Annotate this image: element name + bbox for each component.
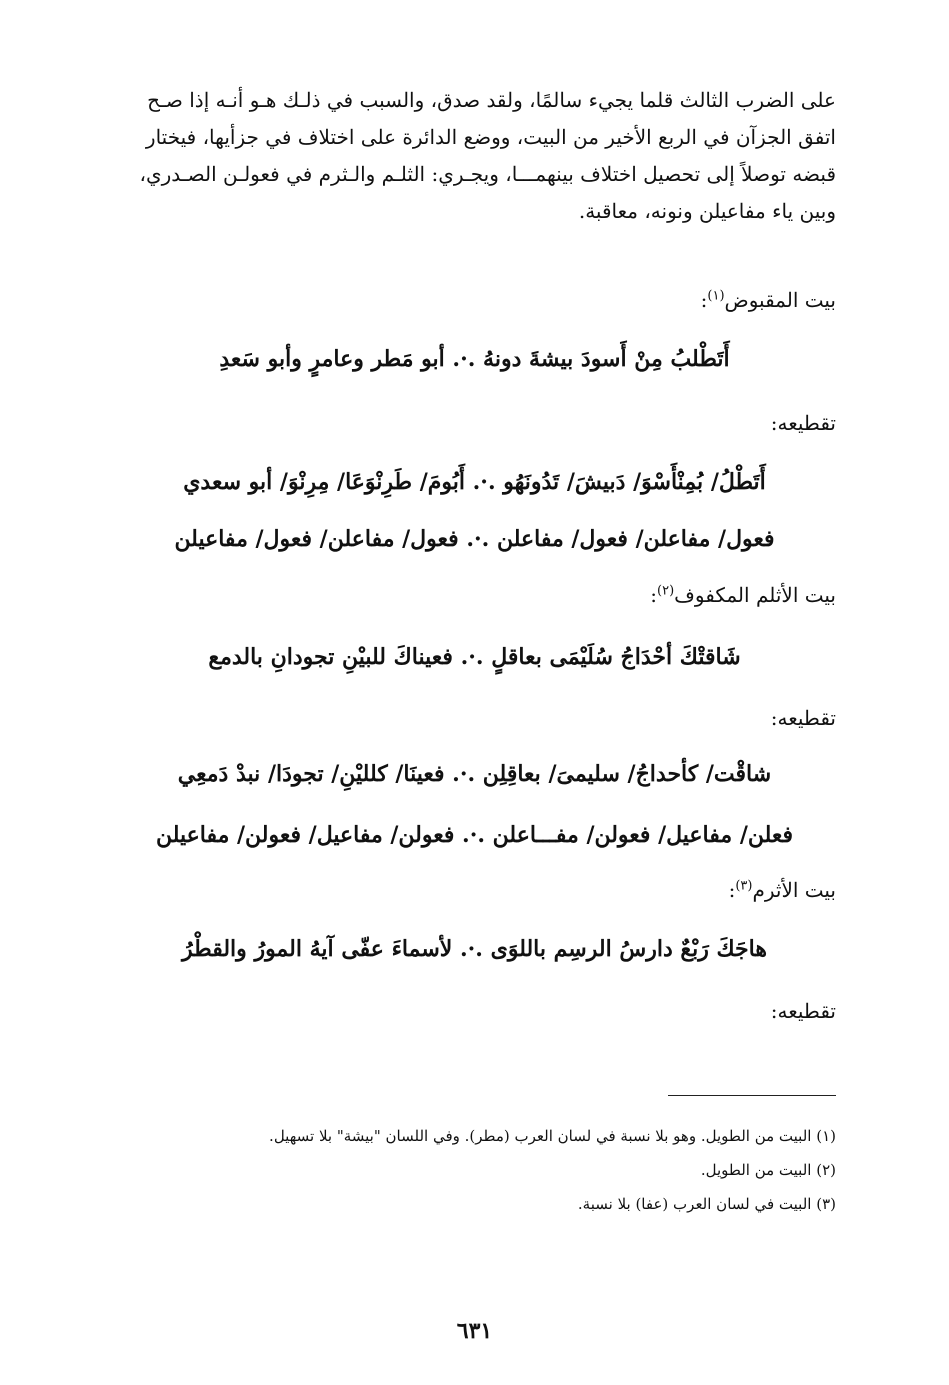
footnote-divider xyxy=(668,1095,836,1096)
page-number: ٦٣١ xyxy=(456,1318,493,1344)
heading-text: بيت الأثلم المكفوف xyxy=(674,583,836,607)
footnote-3: (٣) البيت في لسان العرب (عفا) بلا نسبة. xyxy=(577,1195,836,1213)
heading-text: بيت المقبوض xyxy=(724,288,836,312)
body-paragraph xyxy=(101,82,836,230)
footnote-2: (٢) البيت من الطويل. xyxy=(700,1161,836,1179)
section-heading-maqbud: بيت المقبوض$^{(١)}$: xyxy=(700,288,836,312)
paragraph-line: على الضرب الثالث قلما يجيء سالمًا، ولقد صدق، والسبب في ذلـك هـو أنـه إذا صـح xyxy=(147,88,836,112)
heading-text: بيت الأثرم xyxy=(752,878,836,902)
scansion-label: تقطيعه: xyxy=(770,706,836,730)
paragraph-line: اتفق الجزآن في الربع الأخير من البيت، ووضع الدائرة على اختلاف في جزأيها، فيختار xyxy=(145,125,836,149)
footnote-1: (١) البيت من الطويل. وهو بلا نسبة في لسان العرب (مطر). وفي اللسان "بيشة" بلا تسهيل. xyxy=(269,1127,836,1145)
footnote-ref: (٢) xyxy=(657,583,675,599)
verse-line: أَتَطْلبُ مِنْ أَسودَ بيشةَ دونهُ .·. أبو مَطر وعامرٍ وأبو سَعدِ xyxy=(219,346,730,372)
footnote-ref: (١) xyxy=(707,288,725,304)
section-heading-athram: بيت الأثرم$^{(٣)}$: xyxy=(728,878,836,902)
scansion-label: تقطيعه: xyxy=(770,999,836,1023)
scansion-line: أَتَطْلُ/ بُمِنْأَسْوَ/ دَبيشَ/ تَدُونَهُو .·. أَبُومَ/ طَرِنْوَعَا/ مِرِنْوَ/ أبو سعدي xyxy=(183,469,766,495)
footnote-ref: (٣) xyxy=(735,878,753,894)
meter-line: فعلن/ مفاعيل/ فعولن/ مفـــاعلن .·. فعولن/ مفاعيل/ فعولن/ مفاعيلن xyxy=(155,822,794,848)
verse-line: شَاقتْكَ أحْدَاجُ سُلَيْمَى بعاقلٍ .·. فعيناكَ للبيْنِ تجودانِ بالدمع xyxy=(208,644,741,670)
meter-line: فعول/ مفاعلن/ فعول/ مفاعلن .·. فعول/ مفاعلن/ فعول/ مفاعيلن xyxy=(174,526,775,552)
scansion-line: شاقْت/ كأحداجُ/ سليمىَ/ بعاقِلِن .·. فعينَا/ كلليْنِ/ تجودَا/ نبدْ دَمعِي xyxy=(177,761,772,787)
verse-line: هاجَكَ رَبْعٌ دارسُ الرسِم باللوَى .·. لأسماءَ عفّى آيهُ المورُ والقطْرُ xyxy=(182,936,767,962)
section-heading-athlam: بيت الأثلم المكفوف$^{(٢)}$: xyxy=(650,583,836,607)
paragraph-line: وبين ياء مفاعيلن ونونه، معاقبة. xyxy=(578,199,836,223)
scansion-label: تقطيعه: xyxy=(770,411,836,435)
paragraph-line: قبضه توصلاً إلى تحصيل اختلاف بينهمـــا، ويجـري: الثلـم والـثرم في فعولـن الصـدري، xyxy=(139,162,836,186)
